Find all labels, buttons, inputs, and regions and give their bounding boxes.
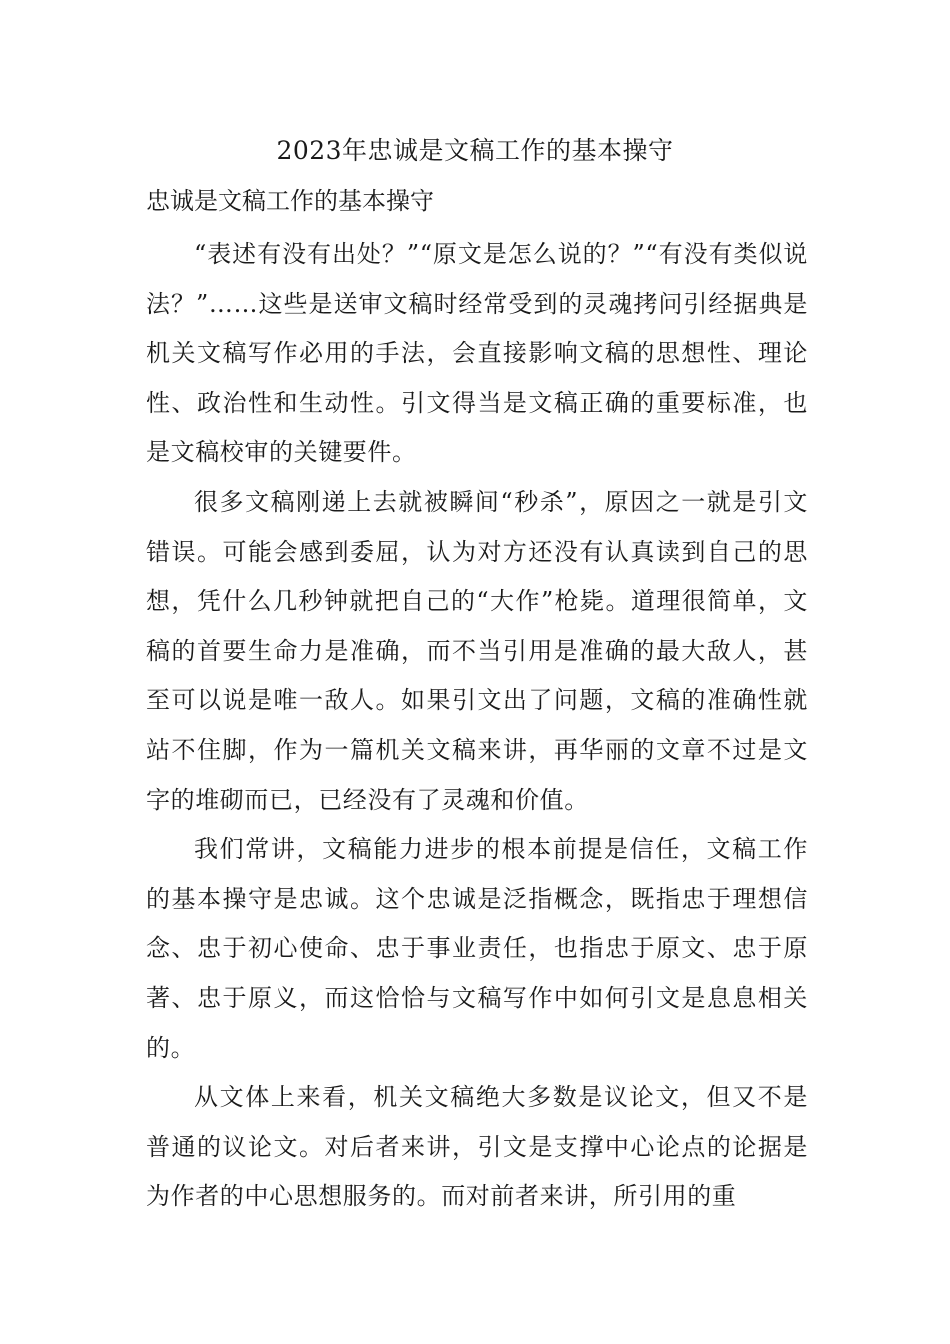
document-subtitle: 忠诚是文稿工作的基本操守 [146, 187, 434, 215]
paragraph-1: “表述有没有出处？”“原文是怎么说的？”“有没有类似说法？”……这些是送审文稿时经常受到的灵魂拷问引经据典是机关文稿写作必用的手法，会直接影响文稿的思想性、理论性、政治性和生动性。引文得当是文稿正确的重要标准，也是文稿校审的关键要件。 [146, 240, 808, 467]
paragraph-2: 很多文稿刚递上去就被瞬间“秒杀”，原因之一就是引文错误。可能会感到委屈，认为对方还没有认真读到自己的思想，凭什么几秒钟就把自己的“大作”枪毙。道理很简单，文稿的首要生命力是准确，而不当引用是准确的最大敌人，甚至可以说是唯一敌人。如果引文出了问题，文稿的准确性就站不住脚，作为一篇机关文稿来讲，再华丽的文章不过是文字的堆砌而已，已经没有了灵魂和价值。 [146, 487, 808, 814]
document-body [146, 230, 808, 1222]
paragraph-4: 从文体上来看，机关文稿绝大多数是议论文，但又不是普通的议论文。对后者来讲，引文是支撑中心论点的论据是为作者的中心思想服务的。而对前者来讲，所引用的重 [146, 1083, 808, 1211]
paragraph-3: 我们常讲，文稿能力进步的根本前提是信任，文稿工作的基本操守是忠诚。这个忠诚是泛指概念，既指忠于理想信念、忠于初心使命、忠于事业责任，也指忠于原文、忠于原著、忠于原义，而这恰恰与文稿写作中如何引文是息息相关的。 [146, 835, 808, 1062]
document-title: 2023年忠诚是文稿工作的基本操守 [276, 136, 674, 165]
